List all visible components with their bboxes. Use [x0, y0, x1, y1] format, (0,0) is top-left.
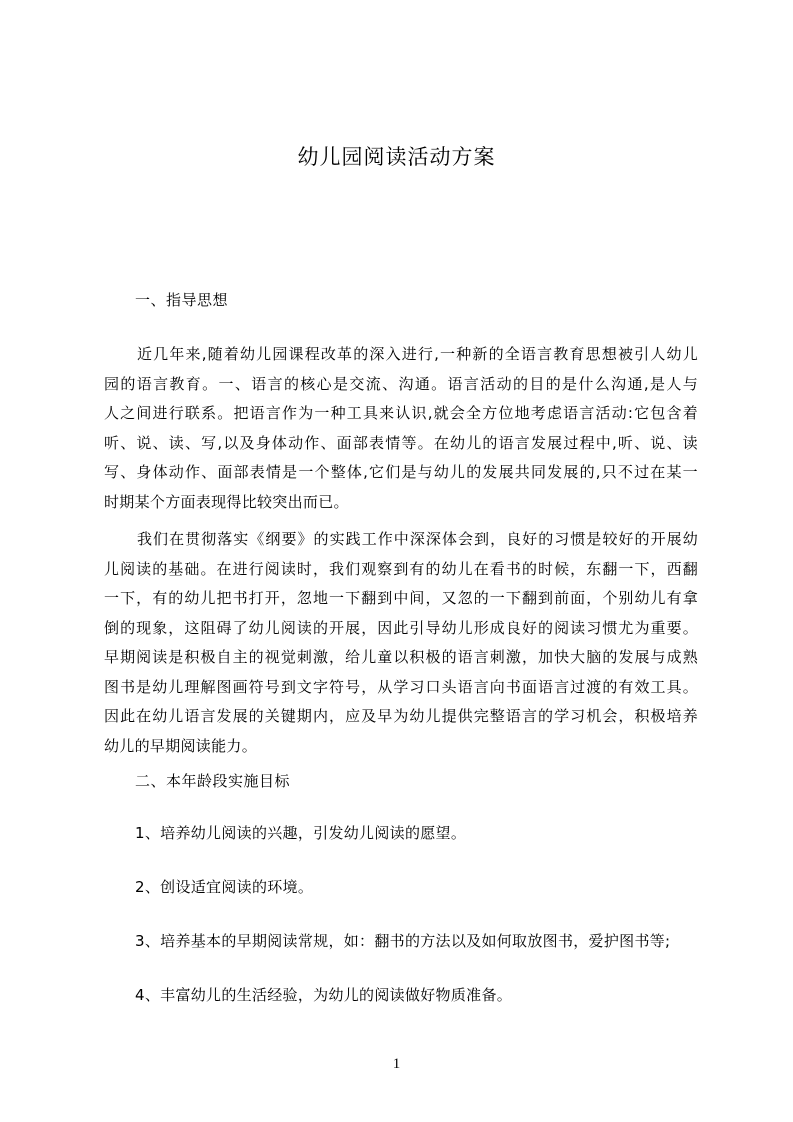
section-heading-guiding-ideology: 一、指导思想	[135, 291, 229, 309]
paragraph-line: 因此在幼儿语言发展的关键期内，应及早为幼儿提供完整语言的学习机会，积极培养	[104, 707, 698, 725]
paragraph-line: 倒的现象，这阻碍了幼儿阅读的开展，因此引导幼儿形成良好的阅读习惯尤为重要。	[104, 618, 698, 637]
goal-item: 3、培养基本的早期阅读常规，如：翻书的方法以及如何取放图书，爱护图书等;	[135, 932, 671, 950]
goal-item: 1、培养幼儿阅读的兴趣，引发幼儿阅读的愿望。	[135, 824, 467, 842]
paragraph-line: 我们在贯彻落实《纲要》的实践工作中深深体会到，良好的习惯是较好的开展幼	[137, 530, 698, 548]
paragraph-line: 一下，有的幼儿把书打开，忽地一下翻到中间，又忽的一下翻到前面，个别幼儿有拿	[104, 589, 698, 607]
paragraph-language-education	[104, 340, 698, 517]
paragraph-line: 写、身体动作、面部表情是一个整体,它们是与幼儿的发展共同发展的,只不过在某一	[104, 463, 698, 481]
paragraph-reading-habits	[104, 525, 698, 761]
goal-item: 4、丰富幼儿的生活经验，为幼儿的阅读做好物质准备。	[135, 986, 513, 1004]
page-number: 1	[392, 1056, 401, 1072]
paragraph-line: 听、说、读、写,以及身体动作、面部表情等。在幼儿的语言发展过程中,听、说、读	[104, 433, 698, 452]
paragraph-line: 时期某个方面表现得比较突出而已。	[104, 492, 349, 511]
paragraph-line: 人之间进行联系。把语言作为一种工具来认识,就会全方位地考虑语言活动:它包含着	[104, 404, 698, 422]
document-title: 幼儿园阅读活动方案	[297, 145, 496, 169]
paragraph-line: 近几年来,随着幼儿园课程改革的深入进行,一种新的全语言教育思想被引人幼儿	[137, 345, 698, 363]
paragraph-line: 早期阅读是积极自主的视觉刺激，给儿童以积极的语言刺激，加快大脑的发展与成熟	[104, 648, 698, 666]
section-heading-annual-goals: 二、本年龄段实施目标	[135, 772, 291, 790]
paragraph-line: 儿阅读的基础。在进行阅读时，我们观察到有的幼儿在看书的时候，东翻一下，西翻	[104, 559, 698, 578]
paragraph-line: 图书是幼儿理解图画符号到文字符号，从学习口头语言向书面语言过渡的有效工具。	[104, 677, 698, 696]
paragraph-line: 园的语言教育。一、语言的核心是交流、沟通。语言活动的目的是什么沟通,是人与	[104, 374, 698, 393]
paragraph-line: 幼儿的早期阅读能力。	[104, 736, 258, 755]
goal-item: 2、创设适宜阅读的环境。	[135, 878, 314, 896]
